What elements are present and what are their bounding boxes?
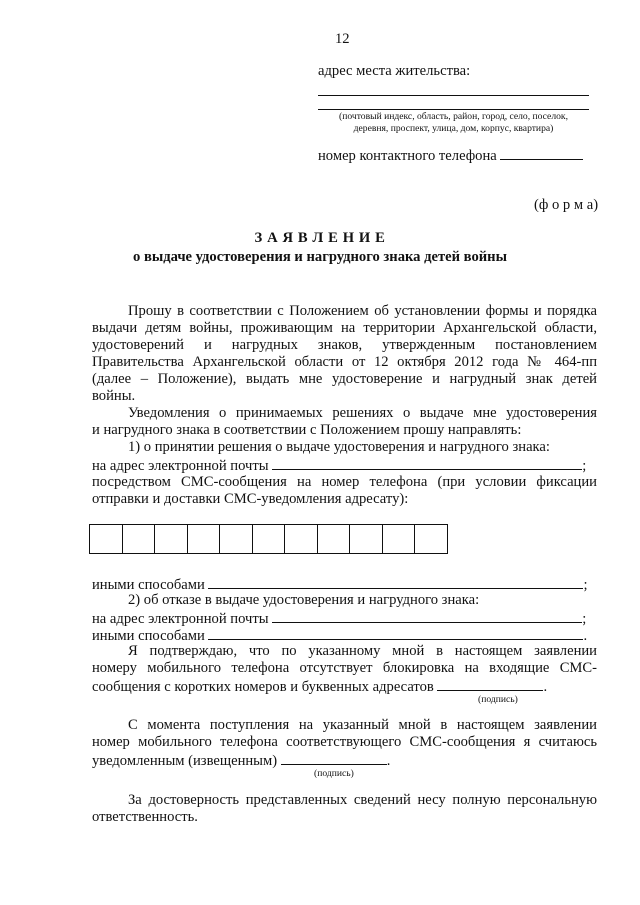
responsibility-line-1: За достоверность представленных сведений несу полную персональную [128, 792, 597, 808]
period: . [543, 679, 548, 695]
paragraph-confirm [92, 643, 597, 696]
request-line-4: Правительства Архангельской области от 12 октября 2012 года № 464-пп [92, 354, 597, 370]
responsibility-line-2: ответственность. [92, 809, 198, 825]
phone-digit-box[interactable] [252, 524, 286, 554]
request-line-6: войны. [92, 388, 136, 404]
confirm-line-3-row [92, 677, 597, 696]
phone-row [318, 146, 583, 165]
phone-digit-box[interactable] [414, 524, 448, 554]
phone-digit-box[interactable] [89, 524, 123, 554]
phone-digit-box[interactable] [187, 524, 221, 554]
confirm-line-1: Я подтверждаю, что по указанному мной в настоящем заявлении [128, 643, 597, 659]
paragraph-notifications [92, 405, 597, 456]
semicolon: ; [583, 577, 588, 593]
other-label: иными способами [92, 577, 205, 593]
phone-digit-boxes [89, 524, 448, 554]
period: . [386, 753, 391, 769]
address-hint-line-1: (почтовый индекс, область, район, город, село, поселок, [339, 111, 568, 122]
period: . [583, 628, 588, 644]
phone-digit-box[interactable] [219, 524, 253, 554]
item-2-heading: 2) об отказе в выдаче удостоверения и нагрудного знака: [128, 592, 480, 608]
document-subtitle: о выдаче удостоверения и нагрудного знака детей войны [133, 249, 507, 265]
item-1-heading: 1) о принятии решения о выдаче удостоверения и нагрудного знака: [128, 439, 550, 455]
signature-hint: (подпись) [478, 694, 518, 705]
address-hint-line-2: деревня, проспект, улица, дом, корпус, квартира) [353, 123, 554, 134]
moment-line-1: С момента поступления на указанный мной в настоящем заявлении [128, 717, 597, 733]
email-field-approval[interactable] [272, 456, 582, 470]
request-line-1: Прошу в соответствии с Положением об установлении формы и порядка [128, 303, 597, 319]
page-number: 12 [335, 31, 350, 47]
address-label: адрес места жительства: [318, 63, 471, 79]
phone-field[interactable] [500, 146, 583, 160]
notifications-line-2: и нагрудного знака в соответствии с Положением прошу направлять: [92, 422, 522, 438]
notifications-line-1: Уведомления о принимаемых решениях о выдаче мне удостоверения [128, 405, 597, 421]
email-row-approval [92, 456, 597, 475]
request-line-2: выдачи детям войны, проживающим на территории Архангельской области, [92, 320, 597, 336]
semicolon: ; [582, 611, 587, 627]
phone-digit-box[interactable] [284, 524, 318, 554]
document-title: З А Я В Л Е Н И Е [254, 230, 386, 246]
phone-digit-box[interactable] [154, 524, 188, 554]
form-label: (ф о р м а) [534, 197, 599, 213]
paragraph-moment [92, 717, 597, 770]
phone-label: номер контактного телефона [318, 148, 497, 164]
semicolon: ; [582, 458, 587, 474]
sms-paragraph [92, 474, 597, 508]
address-line-1[interactable] [318, 95, 589, 96]
request-line-3: удостоверений и нагрудных знаков, утвержденным постановлением [92, 337, 597, 353]
moment-line-3: уведомленным (извещенным) [92, 753, 278, 769]
other-field-refusal[interactable] [208, 626, 583, 640]
email-label: на адрес электронной почты [92, 611, 269, 627]
phone-digit-box[interactable] [122, 524, 156, 554]
signature-hint: (подпись) [314, 768, 354, 779]
phone-digit-box[interactable] [382, 524, 416, 554]
signature-field-moment[interactable] [281, 751, 387, 765]
request-line-5: (далее – Положение), выдать мне удостоверение и нагрудный знак детей [92, 371, 597, 387]
sms-line-2: отправки и доставки СМС-уведомления адресату): [92, 491, 409, 507]
confirm-line-3: сообщения с коротких номеров и буквенных адресатов [92, 679, 434, 695]
paragraph-responsibility [92, 792, 597, 826]
moment-line-2: номер мобильного телефона соответствующего СМС-сообщения я считаюсь [92, 734, 597, 750]
email-field-refusal[interactable] [272, 609, 582, 623]
phone-digit-box[interactable] [317, 524, 351, 554]
signature-field-confirm[interactable] [437, 677, 543, 691]
address-hint [318, 111, 589, 135]
sms-line-1: посредством СМС-сообщения на номер телефона (при условии фиксации [92, 474, 597, 490]
phone-digit-box[interactable] [349, 524, 383, 554]
confirm-line-2: номеру мобильного телефона отсутствует блокировка на входящие СМС- [92, 660, 597, 676]
address-line-2[interactable] [318, 109, 589, 110]
paragraph-request [92, 303, 597, 405]
other-label: иными способами [92, 628, 205, 644]
other-field-approval[interactable] [208, 575, 583, 589]
email-label: на адрес электронной почты [92, 458, 269, 474]
